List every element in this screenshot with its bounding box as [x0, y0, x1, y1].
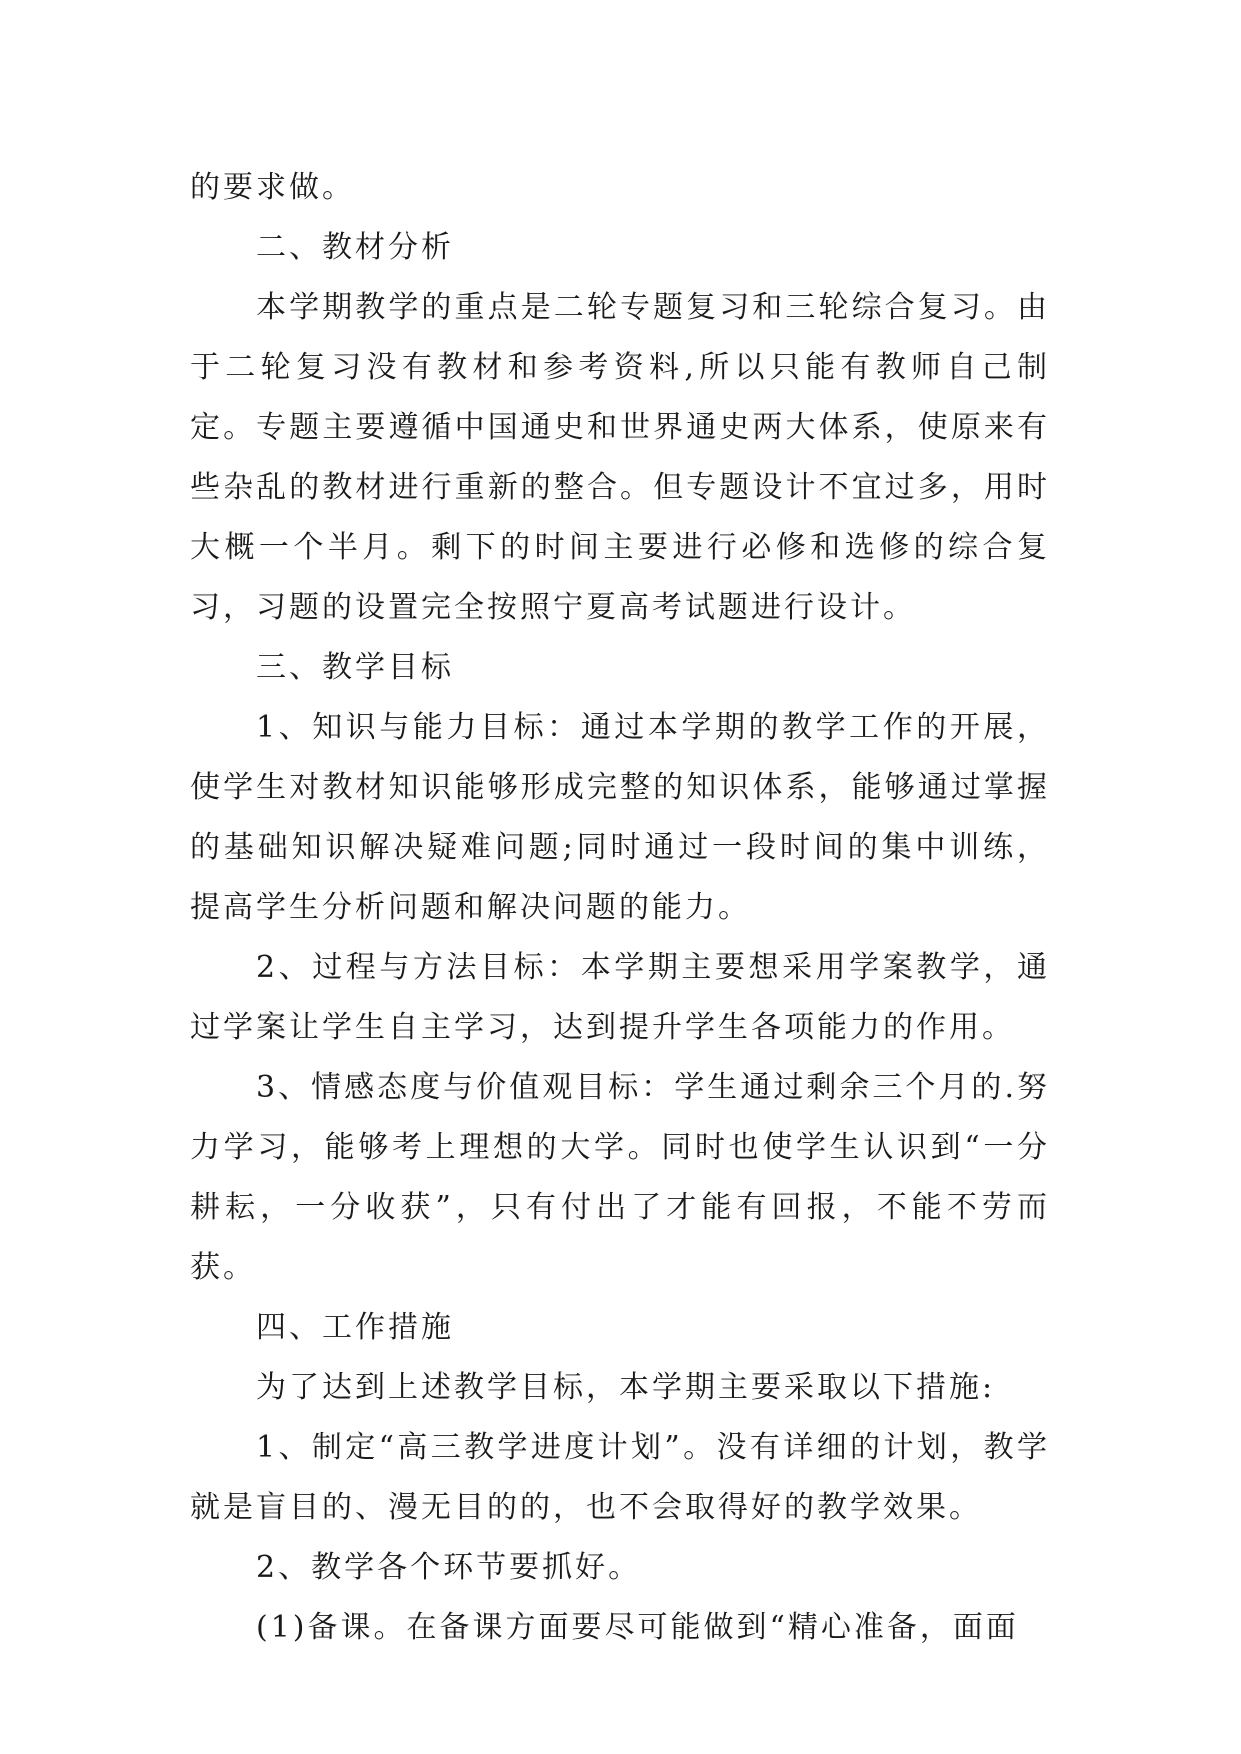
paragraph-measure-plan: 1、制定“高三教学进度计划”。没有详细的计划，教学就是盲目的、漫无目的的，也不会取得好的教学效果。 — [190, 1430, 1050, 1525]
paragraph-measures-intro: 为了达到上述教学目标，本学期主要采取以下措施: — [256, 1370, 996, 1405]
section-heading-teaching-goals: 三、教学目标 — [256, 650, 454, 685]
continuation-text: 的要求做。 — [190, 170, 355, 205]
document-body — [190, 158, 1050, 1658]
section-heading-work-measures: 四、工作措施 — [256, 1310, 454, 1345]
paragraph-lesson-prep: (1)备课。在备课方面要尽可能做到“精心准备，面面 — [256, 1610, 1019, 1645]
section-heading-textbook-analysis: 二、教材分析 — [256, 230, 454, 265]
paragraph-teaching-focus: 本学期教学的重点是二轮专题复习和三轮综合复习。由于二轮复习没有教材和参考资料,所以只能有教师自己制定。专题主要遵循中国通史和世界通史两大体系，使原来有些杂乱的教材进行重新的整合。但专题设计不宜过多，用时大概一个半月。剩下的时间主要进行必修和选修的综合复习，习题的设置完全按照宁夏高考试题进行设计。 — [190, 290, 1050, 625]
paragraph-process-goal: 2、过程与方法目标：本学期主要想采用学案教学，通过学案让学生自主学习，达到提升学生各项能力的作用。 — [190, 950, 1050, 1045]
paragraph-measure-teaching-steps: 2、教学各个环节要抓好。 — [256, 1550, 642, 1585]
paragraph-emotion-goal: 3、情感态度与价值观目标：学生通过剩余三个月的.努力学习，能够考上理想的大学。同时也使学生认识到“一分耕耘，一分收获”，只有付出了才能有回报，不能不劳而获。 — [190, 1070, 1050, 1285]
paragraph-knowledge-goal: 1、知识与能力目标：通过本学期的教学工作的开展，使学生对教材知识能够形成完整的知识体系，能够通过掌握的基础知识解决疑难问题;同时通过一段时间的集中训练，提高学生分析问题和解决问题的能力。 — [190, 710, 1050, 925]
